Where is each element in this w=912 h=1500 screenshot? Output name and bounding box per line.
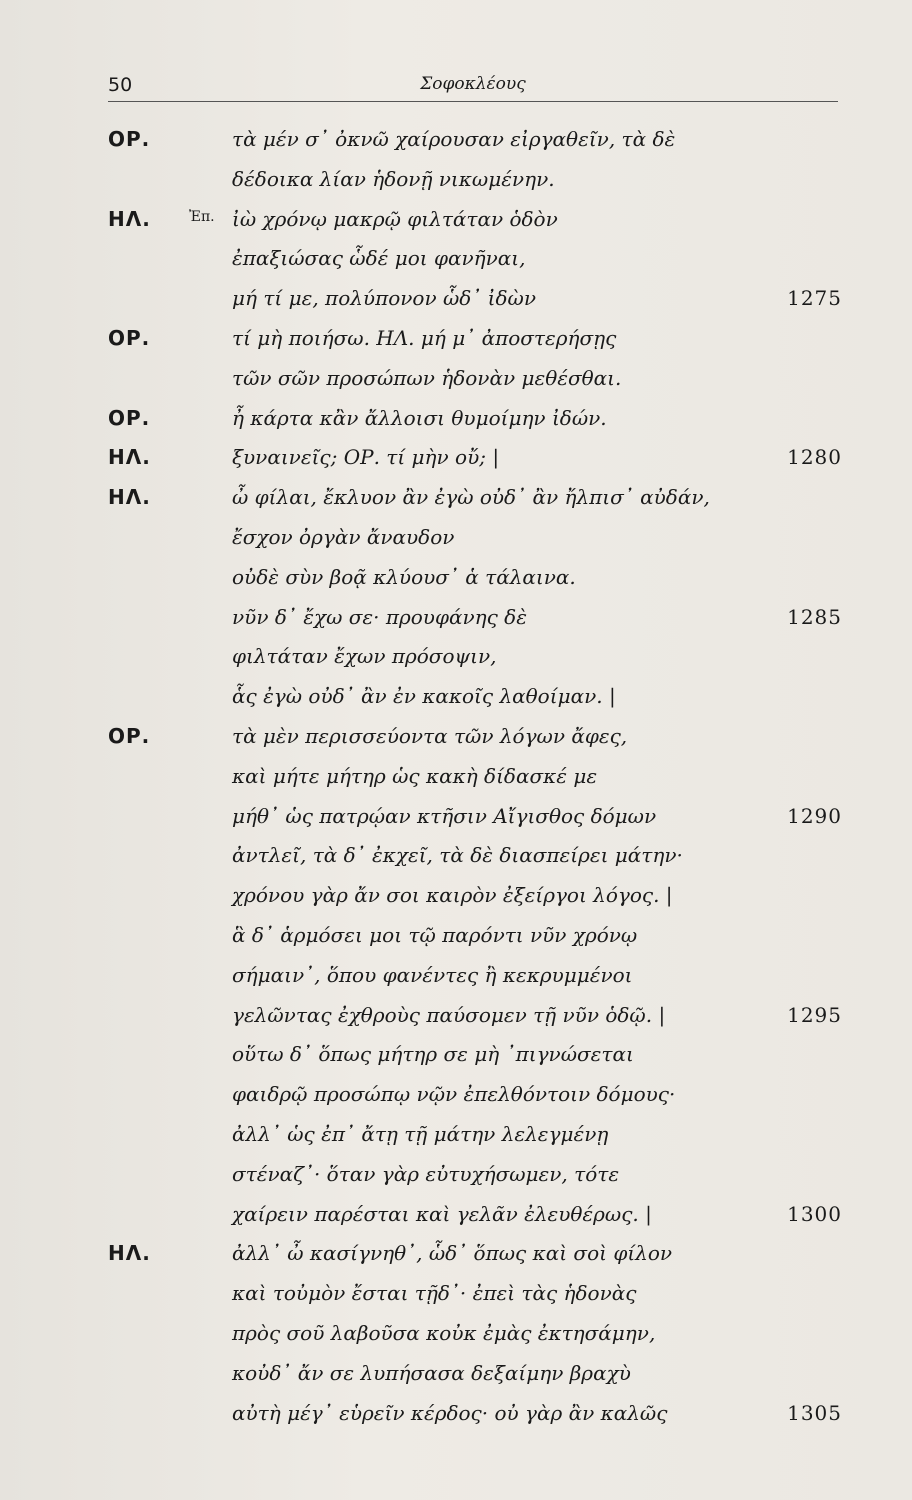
verse-text-line: χαίρειν παρέσται καὶ γελᾶν ἐλευθέρως. |: [232, 1201, 652, 1226]
verse-text-line: πρὸς σοῦ λαβοῦσα κοὐκ ἐμὰς ἐκτησάμην,: [232, 1321, 656, 1345]
verse-text-line: δέδοικα λίαν ἡδονῇ νικωμένην.: [232, 166, 555, 191]
verse-text-line: σήμαιν᾽, ὅπου φανέντες ἢ κεκρυμμένοι: [232, 962, 633, 987]
verse-line: [0, 1042, 912, 1076]
verse-line: [0, 963, 912, 997]
line-number: 1300: [787, 1201, 842, 1226]
speaker-label: ΟΡ.: [108, 326, 151, 350]
speaker-label: ΟΡ.: [108, 127, 151, 151]
verse-line: [0, 525, 912, 559]
verse-text-line: τὰ μὲν περισσεύοντα τῶν λόγων ἄφες,: [232, 724, 628, 748]
verse-text-line: καὶ μήτε μήτηρ ὡς κακὴ δίδασκέ με: [232, 763, 598, 788]
verse-text-line: ἀλλ᾽ ὦ κασίγνηθ᾽, ὧδ᾽ ὅπως καὶ σοὶ φίλον: [232, 1241, 673, 1266]
verse-text-line: ὦ φίλαι, ἔκλυον ἂν ἐγὼ οὐδ᾽ ἂν ἤλπισ᾽ αὐδάν,: [232, 485, 710, 510]
verse-text-line: χρόνου γὰρ ἄν σοι καιρὸν ἐξείργοι λόγος. |: [232, 883, 673, 908]
verse-line: [0, 1162, 912, 1196]
verse-text-line: ἔσχον ὀργὰν ἄναυδον: [232, 525, 455, 549]
verse-text-line: κοὐδ᾽ ἄν σε λυπήσασα δεξαίμην βραχὺ: [232, 1360, 631, 1385]
verse-line: [0, 923, 912, 957]
verse-line: [0, 246, 912, 280]
speaker-label: ΗΛ.: [108, 1241, 151, 1266]
verse-line: [0, 1003, 912, 1037]
verse-text-line: νῦν δ᾽ ἔχω σε· προυφάνης δὲ: [232, 604, 527, 629]
verse-text-line: οὐδὲ σὺν βοᾷ κλύουσ᾽ ἁ τάλαινα.: [232, 564, 576, 589]
verse-text-line: ἐπαξιώσας ὧδέ μοι φανῆναι,: [232, 246, 526, 271]
verse-line: [0, 366, 912, 400]
verse-line: [0, 565, 912, 599]
verse-text-line: μήθ᾽ ὡς πατρῴαν κτῆσιν Αἴγισθος δόμων: [232, 803, 657, 828]
line-number: 1280: [787, 445, 842, 470]
verse-line: [0, 1401, 912, 1435]
verse-line: [0, 445, 912, 479]
verse-line: [0, 644, 912, 678]
verse-line: [0, 1361, 912, 1395]
verse-line: [0, 1241, 912, 1275]
verse-line: [0, 883, 912, 917]
verse-line: [0, 326, 912, 360]
verse-line: [0, 605, 912, 639]
speaker-label: ΗΛ.: [108, 206, 151, 231]
verse-text-line: τὰ μέν σ᾽ ὀκνῶ χαίρουσαν εἰργαθεῖν, τὰ δὲ: [232, 127, 676, 151]
verse-text-line: στέναζ᾽· ὅταν γὰρ εὐτυχήσωμεν, τότε: [232, 1161, 620, 1186]
verse-text-line: ἃ δ᾽ ἁρμόσει μοι τῷ παρόντι νῦν χρόνῳ: [232, 923, 638, 947]
verse-line: [0, 1202, 912, 1236]
speaker-label: ΗΛ.: [108, 485, 151, 510]
verse-line: [0, 724, 912, 758]
verse-line: [0, 286, 912, 320]
verse-line: [0, 843, 912, 877]
verse-text-line: φιλτάταν ἔχων πρόσοψιν,: [232, 644, 497, 669]
epode-marker: Ἐπ.: [189, 208, 215, 225]
verse-text-line: ἀλλ᾽ ὡς ἐπ᾽ ἄτῃ τῇ μάτην λελεγμένῃ: [232, 1122, 609, 1146]
verse-text-line: ἀντλεῖ, τὰ δ᾽ ἐκχεῖ, τὰ δὲ διασπείρει μάτην·: [232, 843, 683, 868]
line-number: 1295: [787, 1002, 842, 1027]
line-number: 1275: [787, 286, 842, 311]
verse-line: [0, 804, 912, 838]
speaker-label: ΗΛ.: [108, 445, 151, 470]
verse-line: [0, 167, 912, 201]
verse-line: [0, 1082, 912, 1116]
verse-text-line: οὕτω δ᾽ ὅπως μήτηρ σε μὴ ᾽πιγνώσεται: [232, 1042, 634, 1067]
line-number: 1305: [787, 1400, 842, 1425]
speaker-label: ΟΡ.: [108, 724, 151, 748]
verse-line: [0, 485, 912, 519]
verse-line: [0, 1281, 912, 1315]
verse-line: [0, 764, 912, 798]
verse-text-line: τί μὴ ποιήσω. ΗΛ. μή μ᾽ ἀποστερήσῃς: [232, 326, 617, 350]
verse-text-line: ἇς ἐγὼ οὐδ᾽ ἂν ἐν κακοῖς λαθοίμαν. |: [232, 684, 616, 709]
verse-text-line: ἰὼ χρόνῳ μακρῷ φιλτάταν ὁδὸν: [232, 206, 558, 231]
verse-text-line: αὐτὴ μέγ᾽ εὑρεῖν κέρδος· οὐ γὰρ ἂν καλῶς: [232, 1400, 668, 1425]
verse-line: [0, 406, 912, 440]
verse-line: [0, 684, 912, 718]
page-header: [108, 74, 838, 104]
page-number: 50: [108, 74, 133, 96]
verse-text-line: μή τί με, πολύπονον ὧδ᾽ ἰδὼν: [232, 286, 537, 311]
verse-text-line: ξυναινεῖς; ΟΡ. τί μὴν οὔ; |: [232, 445, 500, 470]
verse-text-line: τῶν σῶν προσώπων ἡδονὰν μεθέσθαι.: [232, 365, 622, 390]
line-number: 1290: [787, 803, 842, 828]
verse-line: [0, 1321, 912, 1355]
speaker-label: ΟΡ.: [108, 405, 151, 430]
header-rule: [108, 101, 838, 102]
verse-line: [0, 207, 912, 241]
verse-text-line: φαιδρῷ προσώπῳ νῷν ἐπελθόντοιν δόμους·: [232, 1082, 676, 1107]
line-number: 1285: [787, 604, 842, 629]
verse-line: [0, 127, 912, 161]
verse-text-line: καὶ τοὐμὸν ἔσται τῇδ᾽· ἐπεὶ τὰς ἡδονὰς: [232, 1281, 637, 1306]
verse-text-line: γελῶντας ἐχθροὺς παύσομεν τῇ νῦν ὁδῷ. |: [232, 1002, 666, 1027]
verse-text-line: ἦ κάρτα κἂν ἄλλοισι θυμοίμην ἰδών.: [232, 405, 607, 430]
running-title: Σοφοκλέους: [420, 74, 526, 94]
verse-line: [0, 1122, 912, 1156]
